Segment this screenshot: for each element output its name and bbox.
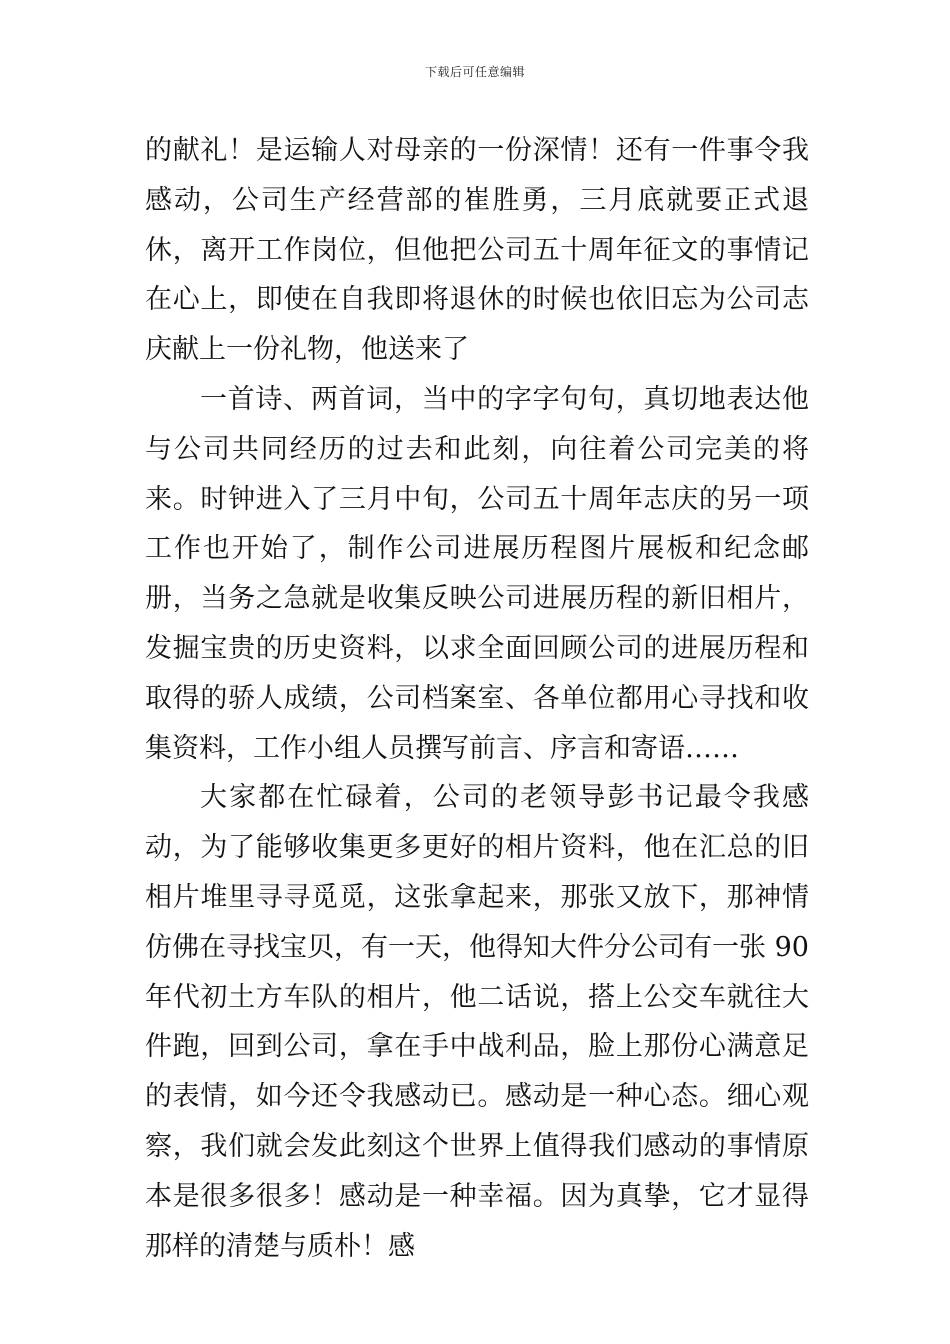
- paragraph-1: 的献礼！是运输人对母亲的一份深情！还有一件事令我感动，公司生产经营部的崔胜勇，三月底就要正式退休，离开工作岗位，但他把公司五十周年征文的事情记在心上，即使在自我即将退休的时候也依旧忘为公司志庆献上一份礼物，他送来了: [145, 135, 809, 366]
- paragraph-3: 大家都在忙碌着，公司的老领导彭书记最令我感动，为了能够收集更多更好的相片资料，他在汇总的旧相片堆里寻寻觅觅，这张拿起来，那张又放下，那神情仿佛在寻找宝贝，有一天，他得知大件分公司有一张 90 年代初土方车队的相片，他二话说，搭上公交车就往大件跑，回到公司，拿在手中战利品，脸上那份心满意足的表情，如今还令我感动已。感动是一种心态。细心观察，我们就会发此刻这个世界上值得我们感动的事情原本是很多很多！感动是一种幸福。因为真挚，它才显得那样的清楚与质朴！感: [145, 782, 809, 1262]
- page-header: 下载后可任意编辑: [424, 65, 525, 79]
- paragraph-2: 一首诗、两首词，当中的字字句句，真切地表达他与公司共同经历的过去和此刻，向往着公司完美的将来。时钟进入了三月中旬，公司五十周年志庆的另一项工作也开始了，制作公司进展历程图片展板和纪念邮册，当务之急就是收集反映公司进展历程的新旧相片，发掘宝贵的历史资料，以求全面回顾公司的进展历程和取得的骄人成绩，公司档案室、各单位都用心寻找和收集资料，工作小组人员撰写前言、序言和寄语……: [145, 383, 809, 764]
- document-body: [145, 126, 809, 1271]
